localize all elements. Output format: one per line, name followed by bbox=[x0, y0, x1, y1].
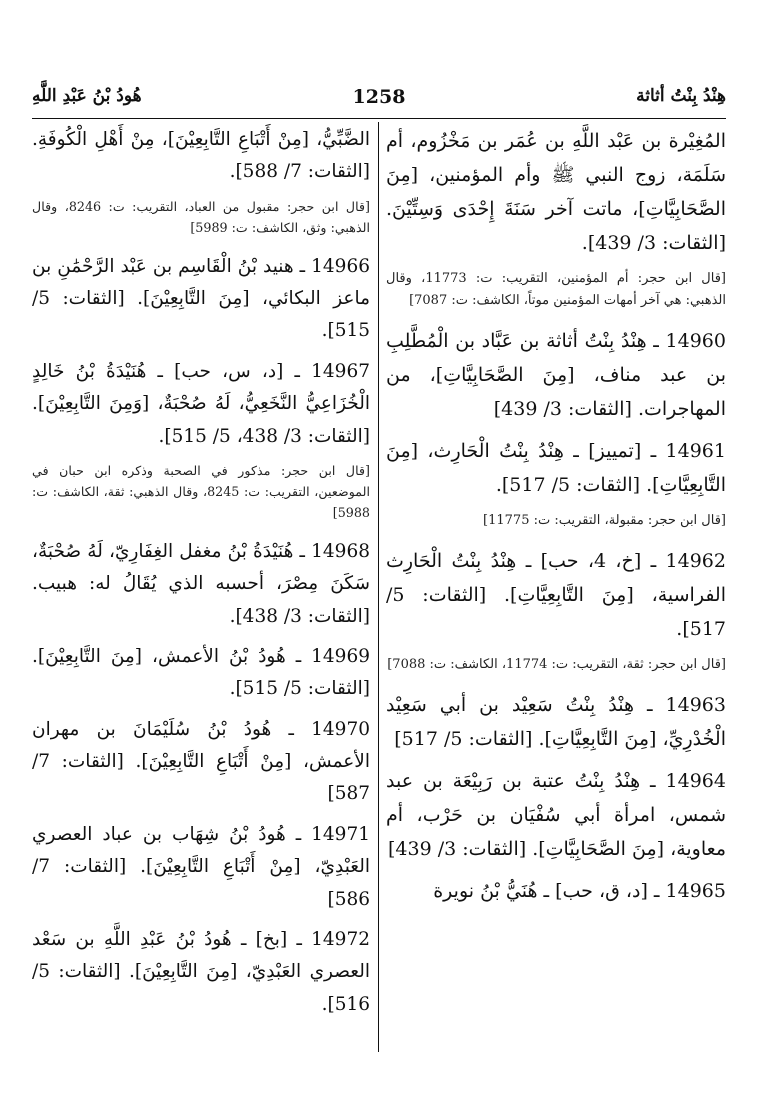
entry-14963: 14963 ـ هِنْدُ بِنْتُ سَعِيْد بن أبي سَعِيْد الْخُدْرِيِّ، [مِنَ التَّابِعِيَّاتِ]. [الثقات: 5/ 517] bbox=[386, 694, 726, 750]
entry-14966: 14966 ـ هنيد بْنُ الْقَاسِم بن عَبْد الرَّحْمَٰنِ بن ماعز البكائي، [مِنَ التَّابِعِيْنَ]. [الثقات: 5/ 515]. bbox=[32, 255, 370, 342]
entry-14968: 14968 ـ هُنَيْدَةُ بْنُ مغفل الغِفَارِيّ، لَهُ صُحْبَةٌ، سَكَنَ مِصْرَ، أحسبه الذي يُقَالُ له: هبيب. [الثقات: 3/ 438]. bbox=[32, 540, 370, 627]
header-right-title: هِنْدُ بِنْتُ أثاثة bbox=[636, 86, 726, 106]
entry-14969: 14969 ـ هُودُ بْنُ الأعمش، [مِنَ التَّابِعِيْنَ]. [الثقات: 5/ 515]. bbox=[32, 645, 370, 700]
header-rule bbox=[32, 118, 726, 119]
column-divider bbox=[378, 122, 379, 1052]
entry-14965: 14965 ـ [د، ق، حب] ـ هُنَيُّ بْنُ نويرة bbox=[433, 880, 726, 902]
entry-14972: 14972 ـ [بخ] ـ هُودُ بْنُ عَبْدِ اللَّهِ بن سَعْد العصري العَبْدِيّ، [مِنَ التَّابِعِيْنَ]. [الثقات: 5/ 516]. bbox=[32, 928, 370, 1015]
entry-14967: 14967 ـ [د، س، حب] ـ هُنَيْدَةُ بْنُ خَالِدٍ الْخُزَاعِيُّ النَّخَعِيُّ، لَهُ صُحْبَةٌ، [وَمِنَ التَّابِعِيْنَ]. [الثقات: 3/ 438، 5/ 515]. bbox=[32, 360, 370, 447]
footnote-note: [قال ابن حجر: مقبول من العباد، التقريب: ت: 8246، وقال الذهبي: وثق، الكاشف: ت: 5989] bbox=[32, 198, 371, 235]
footnote-note: [قال ابن حجر: ثقة، التقريب: ت: 11774، الكاشف: ت: 7088] bbox=[387, 657, 726, 672]
entry-14960: 14960 ـ هِنْدُ بِنْتُ أثاثة بن عَبَّاد بن الْمُطَّلِبِ بن عبد مناف، [مِنَ الصَّحَابِيَّاتِ]، من المهاجرات. [الثقات: 3/ 439] bbox=[386, 330, 726, 420]
page-number: 1258 bbox=[352, 86, 406, 108]
footnote-note: [قال ابن حجر: أم المؤمنين، التقريب: ت: 11773، وقال الذهبي: هي آخر أمهات المؤمنين موتاً، الكاشف: ت: 7087] bbox=[386, 271, 726, 308]
entry-continuation: الضَّبِّيُّ، [مِنْ أَتْبَاعِ التَّابِعِيْنَ]، مِنْ أَهْلِ الْكُوفَةِ. [الثقات: 7/ 588]. bbox=[32, 129, 370, 183]
right-column bbox=[386, 124, 726, 916]
entry-14962: 14962 ـ [خ، 4، حب] ـ هِنْدُ بِنْتُ الْحَارِث الفراسية، [مِنَ التَّابِعِيَّاتِ]. [الثقات: 5/ 517]. bbox=[386, 550, 726, 640]
entry-continuation: المُغِيْرة بن عَبْد اللَّهِ بن عُمَر بن مَخْزُوم، أم سَلَمَة، زوج النبي ﷺ وأم المؤمنين، [مِنَ الصَّحَابِيَّاتِ]، ماتت آخر سَنَةَ إِحْدَى وَسِتِّيْنَ. [الثقات: 3/ 439]. bbox=[386, 130, 726, 254]
entry-14964: 14964 ـ هِنْدُ بِنْتُ عتبة بن رَبِيْعَة بن عبد شمس، امرأة أبي سُفْيَان بن حَرْب، أم معاوية، [مِنَ الصَّحَابِيَّاتِ]. [الثقات: 3/ 439] bbox=[386, 770, 726, 860]
footnote-note: [قال ابن حجر: مقبولة، التقريب: ت: 11775] bbox=[483, 513, 726, 528]
left-column bbox=[32, 124, 370, 1029]
entry-14971: 14971 ـ هُودُ بْنُ شِهَاب بن عباد العصري العَبْدِيّ، [مِنْ أَتْبَاعِ التَّابِعِيْنَ]. [الثقات: 7/ 586] bbox=[32, 823, 370, 910]
footnote-note: [قال ابن حجر: مذكور في الصحبة وذكره ابن حبان في الموضعين، التقريب: ت: 8245، وقال الذهبي: ثقة، الكاشف: ت: 5988] bbox=[32, 462, 370, 520]
entry-14970: 14970 ـ هُودُ بْنُ سُلَيْمَانَ بن مهران الأعمش، [مِنْ أَتْبَاعِ التَّابِعِيْنَ]. [الثقات: 7/ 587] bbox=[32, 718, 370, 805]
header-left-title: هُودُ بْنُ عَبْدِ اللَّهِ bbox=[32, 86, 142, 106]
running-header bbox=[32, 86, 726, 116]
entry-14961: 14961 ـ [تمييز] ـ هِنْدُ بِنْتُ الْحَارِث، [مِنَ التَّابِعِيَّاتِ]. [الثقات: 5/ 517]. bbox=[386, 440, 726, 496]
